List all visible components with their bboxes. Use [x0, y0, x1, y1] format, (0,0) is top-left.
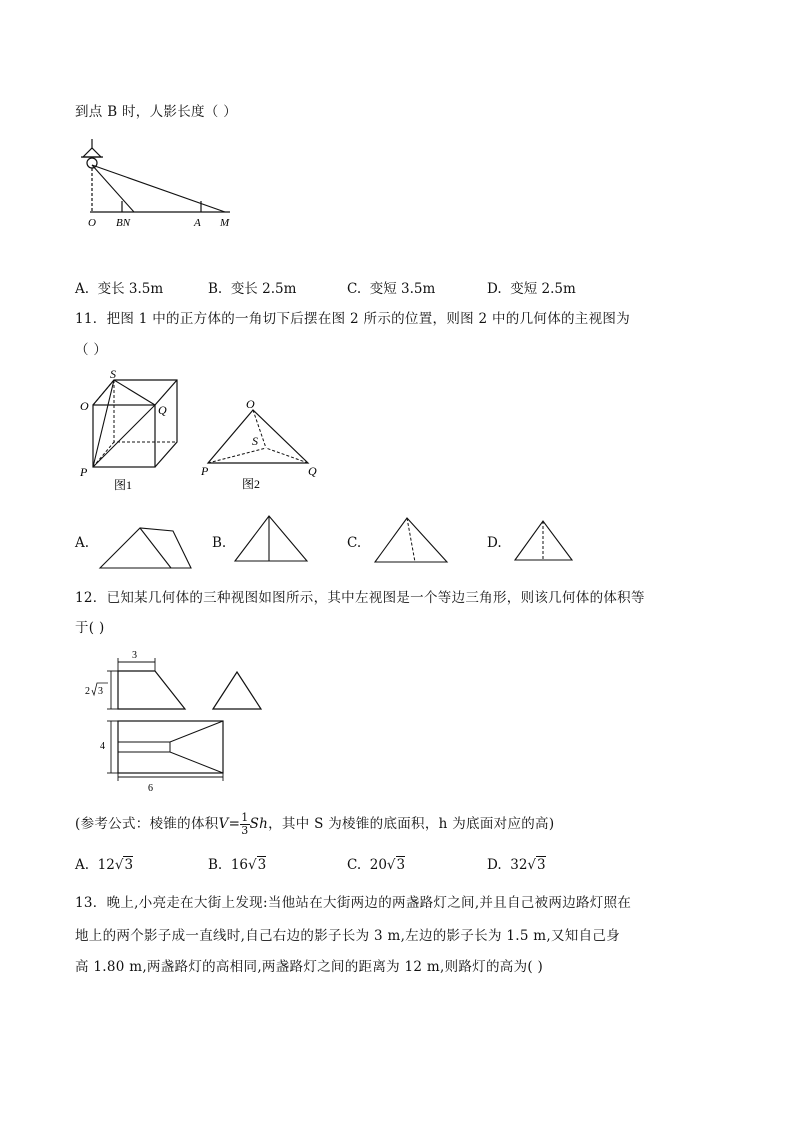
q12-option-d: D. 32√3	[487, 857, 546, 873]
label-O: O	[246, 397, 255, 411]
q11-option-b-figure	[232, 514, 312, 564]
caption-fig2: 图2	[242, 477, 261, 491]
dim-depth: 4	[100, 741, 105, 752]
q10-option-a: A. 变长 3.5m	[75, 281, 164, 297]
q11-figure-2	[198, 395, 328, 493]
formula-fraction: $\frac{1}{3}$	[241, 811, 249, 837]
q12-stem-line1: 12．已知某几何体的三种视图如图所示，其中左视图是一个等边三角形，则该几何体的体积等	[75, 590, 645, 606]
q13-line2: 地上的两个影子成一直线时,自己右边的影子长为 3 m,左边的影子长为 1.5 m,又知自己身	[75, 928, 620, 944]
label-S: S	[252, 434, 258, 448]
label-P: P	[80, 465, 88, 479]
caption-fig1: 图1	[114, 478, 133, 492]
q11-option-d-key: D.	[487, 535, 502, 551]
q12-option-b: B. 16√3	[208, 857, 267, 873]
label-Q: Q	[158, 403, 167, 417]
label-P: P	[201, 464, 209, 478]
q11-option-a-key: A.	[75, 535, 90, 551]
q10-option-c: C. 变短 3.5m	[347, 281, 436, 297]
q12-three-views	[80, 645, 280, 795]
q11-option-c-key: C.	[347, 535, 362, 551]
q11-option-d-figure	[512, 519, 582, 564]
q10-stem-tail: 到点 B 时，人影长度（ ）	[75, 104, 237, 120]
label-O: O	[80, 399, 89, 413]
q13-line1: 13．晚上,小亮走在大街上发现:当他站在大街两边的两盏路灯之间,并且自己被两边路灯照在	[75, 895, 632, 911]
label-BN: BN	[116, 217, 131, 229]
label-A: A	[194, 217, 201, 229]
label-S: S	[110, 367, 116, 381]
q11-option-c-figure	[372, 516, 452, 566]
q12-option-c: C. 20√3	[347, 857, 406, 873]
dim-width: 6	[148, 783, 153, 794]
label-O: O	[88, 217, 96, 229]
label-M: M	[220, 217, 230, 229]
q10-option-d: D. 变短 2.5m	[487, 281, 576, 297]
dim-top: 3	[132, 650, 137, 661]
q12-formula: (参考公式：棱锥的体积V= $\frac{1}{3}$ Sh，其中 S 为棱锥的底面积，h 为底面对应的高)	[75, 811, 555, 837]
q12-stem-line2: 于( )	[75, 620, 105, 636]
q11-stem-line2: （ ）	[75, 342, 108, 358]
dim-height-rad: 3	[98, 686, 103, 697]
label-Q: Q	[308, 464, 317, 478]
q10-option-b: B. 变长 2.5m	[208, 281, 297, 297]
q11-figure-1	[72, 368, 192, 493]
q11-stem-line1: 11．把图 1 中的正方体的一角切下后摆在图 2 所示的位置，则图 2 中的几何体的主视图为	[75, 311, 630, 327]
q11-option-b-key: B.	[212, 535, 227, 551]
q12-option-a: A. 12√3	[75, 857, 134, 873]
q11-option-a-figure	[98, 522, 193, 572]
q10-figure	[70, 135, 250, 235]
q13-line3: 高 1.80 m,两盏路灯的高相同,两盏路灯之间的距离为 12 m,则路灯的高为( )	[75, 959, 544, 975]
dim-height-coef: 2	[85, 686, 90, 697]
